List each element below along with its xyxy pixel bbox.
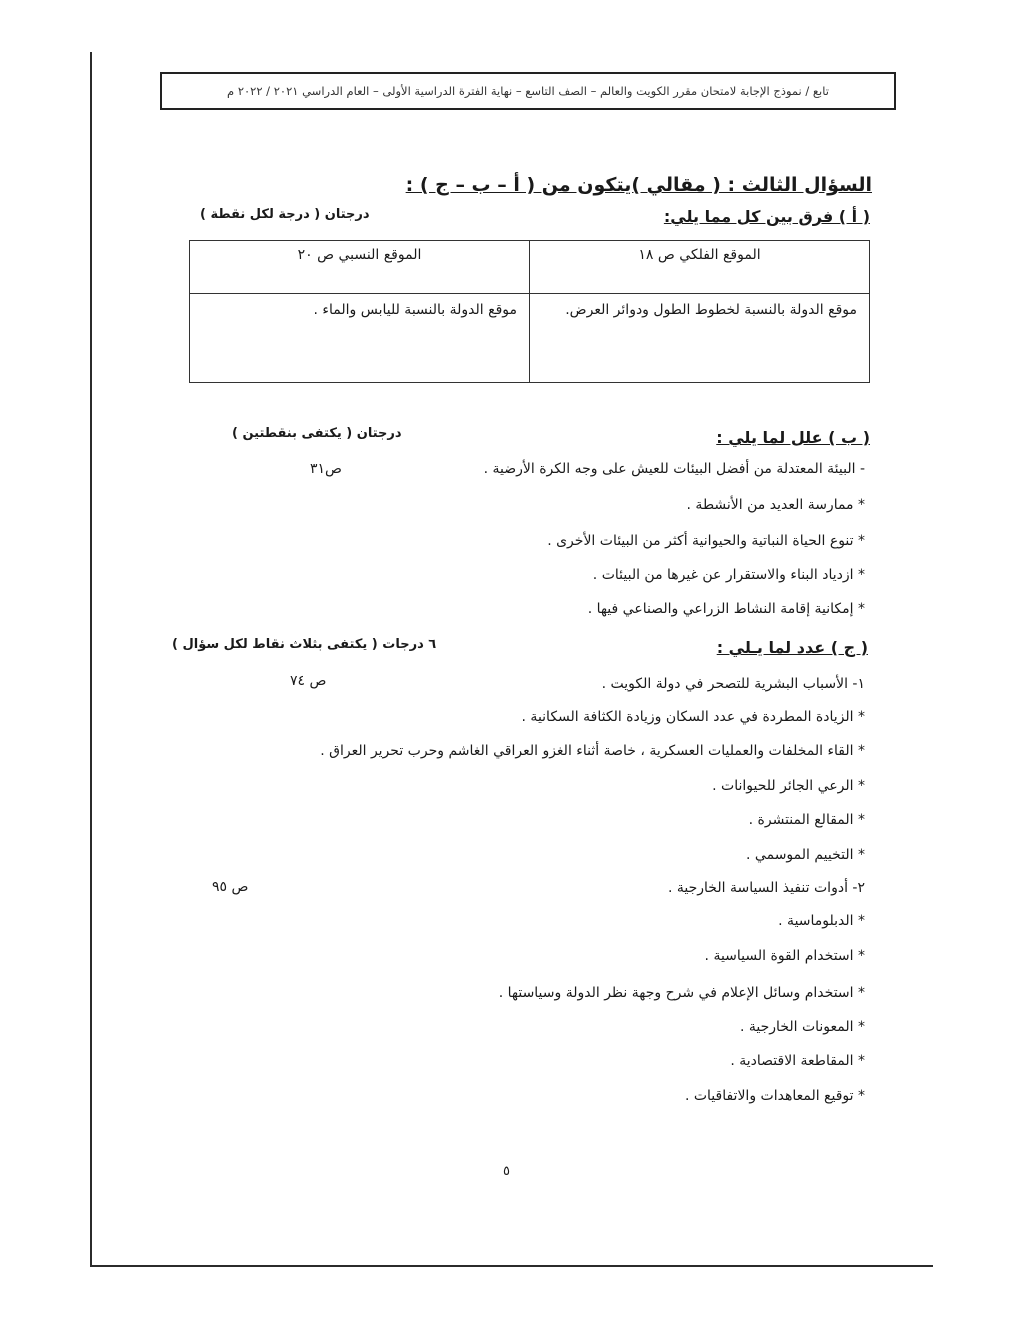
- part-c-q1-item: * القاء المخلفات والعمليات العسكرية ، خاصة أثناء الغزو العراقي الغاشم وحرب تحرير العراق .: [320, 743, 865, 759]
- page-number: ٥: [503, 1164, 510, 1179]
- header-text: تابع / نموذج الإجابة لامتحان مقرر الكويت والعالم – الصف التاسع – نهاية الفترة الدراسية الأولى – العام الدراسي ٢٠٢١ / ٢٠٢٢ م: [227, 84, 829, 98]
- table-header-relative: الموقع النسبي ص ٢٠: [190, 241, 530, 294]
- page-edge-left: [90, 52, 92, 1267]
- part-b-item: * ازدياد البناء والاستقرار عن غيرها من البيئات .: [592, 567, 865, 583]
- part-c-title: ( ج ) عدد لما يـلي :: [716, 638, 868, 657]
- part-c-q2-item: * المعونات الخارجية .: [740, 1019, 865, 1035]
- table-cell-astronomical: موقع الدولة بالنسبة لخطوط الطول ودوائر العرض.: [530, 294, 870, 383]
- part-c-q2-item: * المقاطعة الاقتصادية .: [730, 1053, 865, 1069]
- part-b-grade-note: درجتان ( يكتفى بنقطتين ): [232, 426, 402, 441]
- difference-table: [189, 240, 870, 383]
- part-c-q2-item: * استخدام القوة السياسية .: [704, 948, 865, 964]
- part-a-grade-note: درجتان ( درجة لكل نقطة ): [200, 207, 370, 222]
- part-c-q1-item: * الرعي الجائر للحيوانات .: [712, 778, 865, 794]
- table-header-astronomical: الموقع الفلكي ص ١٨: [530, 241, 870, 294]
- part-a-title: ( أ ) فرق بين كل مما يلي:: [663, 207, 870, 226]
- page-edge-bottom: [90, 1265, 933, 1267]
- part-b-page-ref: ص٣١: [310, 461, 342, 477]
- header-box: [160, 72, 896, 110]
- part-c-q1-item: * المقالع المنتشرة .: [748, 812, 865, 828]
- part-c-question-1: ١- الأسباب البشرية للتصحر في دولة الكويت .: [601, 676, 865, 692]
- part-b-item: * إمكانية إقامة النشاط الزراعي والصناعي فيها .: [587, 601, 865, 617]
- part-c-question-2: ٢- أدوات تنفيذ السياسة الخارجية .: [668, 880, 865, 896]
- part-c-q1-page-ref: ص ٧٤: [290, 673, 327, 689]
- part-c-q2-item: * استخدام وسائل الإعلام في شرح وجهة نظر الدولة وسياستها .: [498, 985, 865, 1001]
- part-c-q1-item: * الزيادة المطردة في عدد السكان وزيادة الكثافة السكانية .: [521, 709, 865, 725]
- part-b-item: - البيئة المعتدلة من أفضل البيئات للعيش على وجه الكرة الأرضية .: [483, 461, 865, 477]
- part-c-grade-note: ٦ درجات ( يكتفى بثلاث نقاط لكل سؤال ): [172, 637, 437, 652]
- table-cell-relative: موقع الدولة بالنسبة لليابس والماء .: [190, 294, 530, 383]
- part-c-q2-item: * الدبلوماسية .: [778, 913, 865, 929]
- question-title: السؤال الثالث : ( مقالي )يتكون من ( أ – ب – ج ) :: [405, 174, 872, 196]
- part-c-q2-item: * توقيع المعاهدات والاتفاقيات .: [684, 1088, 865, 1104]
- part-b-item: * تنوع الحياة النباتية والحيوانية أكثر من البيئات الأخرى .: [547, 533, 865, 549]
- part-c-q2-page-ref: ص ٩٥: [212, 879, 249, 895]
- part-b-title: ( ب ) علل لما يلي :: [716, 428, 870, 447]
- part-c-q1-item: * التخييم الموسمي .: [746, 847, 865, 863]
- part-b-item: * ممارسة العديد من الأنشطة .: [686, 497, 865, 513]
